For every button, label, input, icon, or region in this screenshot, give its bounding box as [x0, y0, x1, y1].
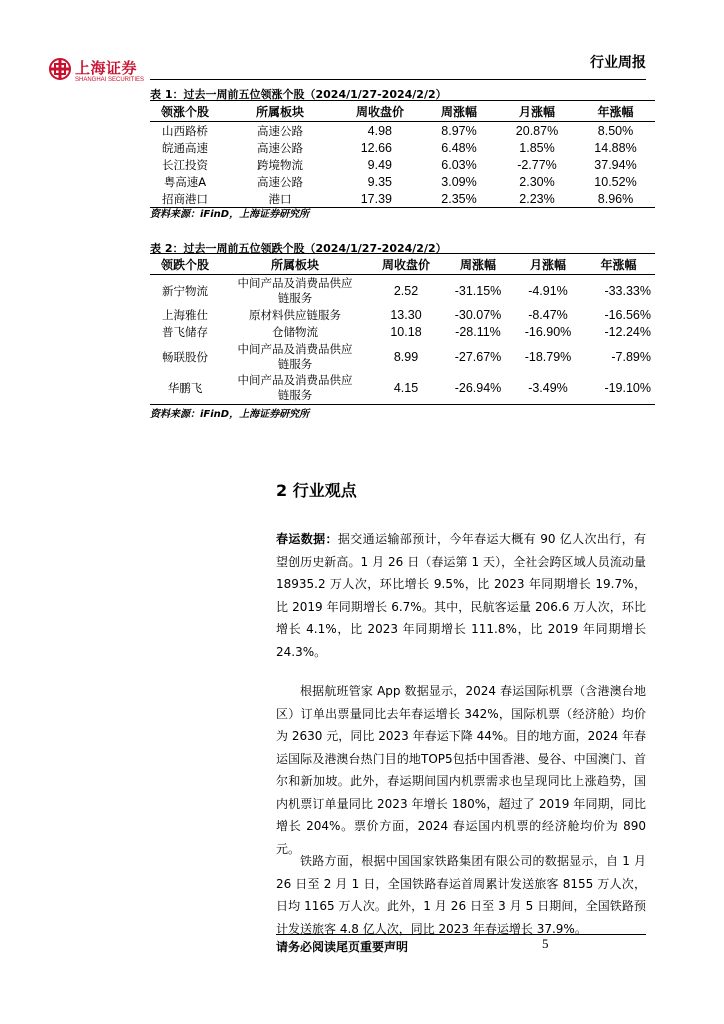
section-title: 2 行业观点 [276, 481, 357, 500]
week-change: -30.07% [454, 308, 502, 322]
table-row [150, 139, 655, 156]
stock-sector: 跨境物流 [257, 157, 303, 172]
column-header: 年涨幅 [576, 101, 655, 122]
month-change: -4.91% [528, 283, 568, 298]
column-header: 所属板块 [220, 254, 370, 275]
year-change: -33.33% [604, 283, 651, 298]
table-row [150, 275, 655, 307]
year-change: 37.94% [594, 157, 637, 172]
stock-sector: 高速公路 [257, 123, 303, 138]
month-change: -18.79% [524, 349, 572, 364]
stock-sector [220, 341, 370, 373]
page-number: 5 [542, 936, 549, 951]
stock-name: 招商港口 [150, 190, 220, 208]
table-header-row [150, 101, 655, 122]
week-change: -31.15% [454, 283, 502, 298]
week-change: 2.35% [420, 190, 498, 208]
logo-text: 上海证券 [75, 59, 138, 77]
table2-source: 资料来源：iFinD，上海证券研究所 [150, 409, 310, 420]
month-change: 20.87% [515, 123, 559, 138]
month-change: -16.90% [524, 325, 572, 339]
report-type: 行业周报 [590, 55, 646, 71]
company-logo [49, 55, 159, 87]
year-change: -16.56% [604, 308, 651, 322]
stock-sector: 高速公路 [257, 140, 303, 155]
stock-name: 畅联股份 [162, 349, 208, 364]
logo-mark-icon [49, 58, 71, 80]
sector-line-1: 中间产品及消费品供应 [237, 275, 353, 290]
footer-divider [276, 934, 646, 935]
header-divider [150, 79, 646, 80]
close-price: 9.49 [367, 157, 392, 172]
table-row [150, 307, 655, 324]
footer-notice: 请务必阅读尾页重要声明 [276, 940, 409, 954]
year-change: 14.88% [594, 140, 637, 155]
year-change: -12.24% [604, 325, 651, 339]
week-change: -28.11% [455, 325, 501, 339]
column-header: 月涨幅 [514, 254, 582, 275]
stock-name: 皖通高速 [162, 140, 208, 155]
table-row [150, 156, 655, 173]
stock-name: 华鹏飞 [150, 373, 220, 405]
close-price: 4.98 [367, 123, 392, 138]
close-price: 17.39 [340, 190, 420, 208]
table-row [150, 173, 655, 190]
column-header: 领涨个股 [150, 101, 220, 122]
column-header: 领跌个股 [150, 254, 220, 275]
table1-source: 资料来源：iFinD，上海证券研究所 [150, 209, 310, 220]
stock-name: 上海雅仕 [162, 308, 208, 322]
close-price: 9.35 [367, 174, 392, 189]
month-change: 2.23% [498, 190, 576, 208]
losers-table [150, 253, 655, 405]
logo-subtext: SHANGHAI SECURITIES [75, 77, 145, 83]
table-header-row [150, 254, 655, 275]
stock-name: 新宁物流 [162, 283, 208, 298]
table2-caption: 表 2：过去一周前五位领跌个股（2024/1/27-2024/2/2） [150, 242, 447, 255]
month-change: -8.47% [528, 308, 568, 322]
table-row [150, 122, 655, 140]
year-change: 8.96% [576, 190, 655, 208]
column-header: 所属板块 [220, 101, 340, 122]
week-change: 3.09% [441, 174, 477, 189]
column-header: 周涨幅 [420, 101, 498, 122]
sector-line-1: 中间产品及消费品供应 [237, 341, 353, 356]
close-price: 4.15 [370, 373, 442, 405]
year-change: 10.52% [594, 174, 637, 189]
sector-line-1: 中间产品及消费品供应 [237, 373, 353, 388]
close-price: 12.66 [360, 140, 392, 155]
week-change: 6.48% [441, 140, 477, 155]
week-change: 8.97% [441, 123, 477, 138]
paragraph-spring-travel [276, 528, 646, 663]
table-row [150, 324, 655, 341]
stock-sector [220, 373, 370, 405]
paragraph-text: 据交通运输部预计，今年春运大概有 90 亿人次出行，有望创历史新高。1 月 26 日（春运第 1 天），全社会跨区域人员流动量 18935.2 万人次，环比增长 9.5%，比 2023 年同期增长 19.7%，比 2019 年同期增长 6.7%。其中，民航客运量 206.6 万人次，环比增长 4.1%，比 2023 年同期增长 111.8%，比 2019 年同期增长 24.3%。 [276, 532, 646, 659]
stock-sector: 高速公路 [257, 174, 303, 189]
paragraph-air-tickets: 根据航班管家 App 数据显示，2024 春运国际机票（含港澳台地区）订单出票量同比去年春运增长 342%，国际机票（经济舱）均价为 2630 元，同比 2023 年春运下降 44%。目的地方面，2024 年春运国际及港澳台热门目的地TOP5包括中国香港、曼谷、中国澳门、首尔和新加坡。此外，春运期间国内机票需求也呈现同比上涨趋势，国内机票订单量同比 2023 年增长 180%，超过了 2019 年同期，同比增长 204%。票价方面，2024 春运国内机票的经济舱均价为 890 元。 [276, 684, 646, 856]
month-change: 2.30% [519, 174, 555, 189]
year-change: -7.89% [611, 349, 651, 364]
stock-name: 普飞储存 [162, 325, 208, 339]
table-row [150, 341, 655, 373]
sector-line-2: 链服务 [277, 388, 313, 403]
gainers-table [150, 100, 655, 208]
close-price: 10.18 [390, 325, 422, 339]
stock-sector: 港口 [220, 190, 340, 208]
week-change: 6.03% [441, 157, 477, 172]
close-price: 13.30 [390, 308, 422, 322]
column-header: 月涨幅 [498, 101, 576, 122]
paragraph-railway: 铁路方面，根据中国国家铁路集团有限公司的数据显示，自 1 月 26 日至 2 月 1 日，全国铁路春运首周累计发送旅客 8155 万人次，日均 1165 万人次。此外，1 月 26 日至 3 月 5 日期间，全国铁路预计发送旅客 4.8 亿人次，同比 2023 年春运增长 37.9%。 [276, 854, 646, 936]
month-change: -3.49% [514, 373, 582, 405]
year-change: 8.50% [597, 123, 634, 138]
column-header: 周收盘价 [340, 101, 420, 122]
stock-sector: 仓储物流 [272, 325, 318, 339]
week-change: -27.67% [454, 349, 502, 364]
sector-line-2: 链服务 [277, 356, 313, 371]
column-header: 周涨幅 [442, 254, 514, 275]
table1-caption: 表 1：过去一周前五位领涨个股（2024/1/27-2024/2/2） [150, 88, 447, 101]
week-change: -26.94% [442, 373, 514, 405]
stock-name: 山西路桥 [162, 123, 208, 138]
column-header: 周收盘价 [370, 254, 442, 275]
month-change: 1.85% [519, 140, 555, 155]
stock-name: 长江投资 [162, 157, 208, 172]
stock-sector: 原材料供应链服务 [249, 308, 341, 322]
sector-line-2: 链服务 [277, 290, 313, 305]
stock-name: 粤高速A [163, 174, 207, 189]
close-price: 8.99 [393, 349, 419, 364]
close-price: 2.52 [393, 283, 419, 298]
table-row [150, 373, 655, 405]
year-change: -19.10% [582, 373, 655, 405]
month-change: -2.77% [517, 157, 557, 172]
column-header: 年涨幅 [582, 254, 655, 275]
paragraph-lead: 春运数据： [276, 532, 338, 546]
stock-sector [220, 275, 370, 307]
